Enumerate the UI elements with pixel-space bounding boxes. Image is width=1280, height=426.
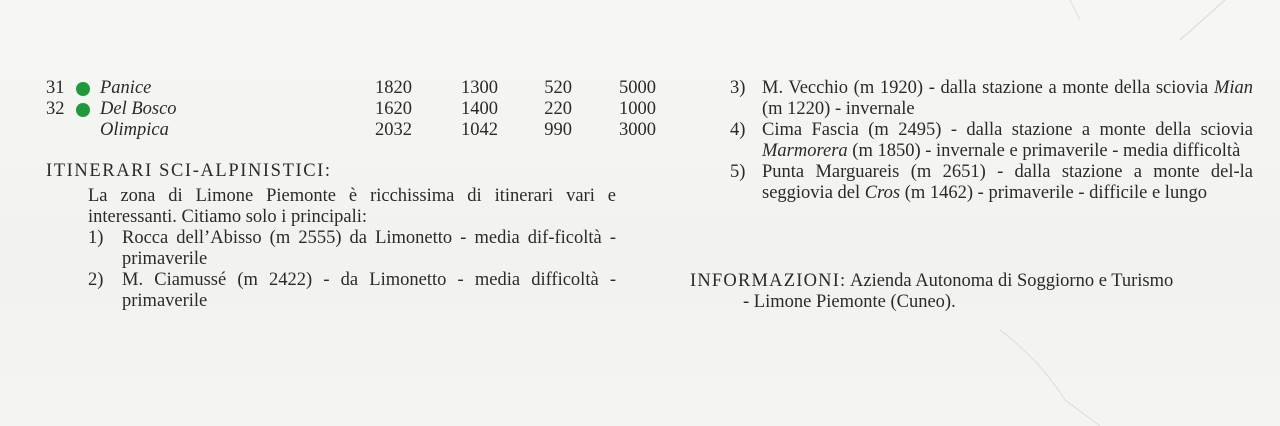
list-item-number: 3): [730, 78, 746, 98]
slope-number: 32: [46, 99, 65, 119]
list-item-text: Punta Marguareis (m 2651) - dalla stazione a monte del-la seggiovia del: [762, 162, 1253, 203]
list-item-text: Cima Fascia (m 2495) - dalla stazione a monte della sciovia: [762, 120, 1253, 140]
slope-length: 3000: [619, 120, 656, 140]
table-row: [46, 120, 656, 141]
slope-length: 1000: [619, 99, 656, 119]
list-item-text: (m 1220) - invernale: [762, 99, 915, 119]
list-item-text: M. Ciamussé (m 2422) - da Limonetto - media difficoltà - primaverile: [122, 270, 616, 311]
slopes-table: [46, 78, 656, 141]
slope-altitude-top: 2032: [375, 120, 412, 140]
table-row: [46, 99, 656, 120]
info-label: INFORMAZIONI:: [690, 271, 847, 291]
info-text-line2: [690, 292, 1255, 313]
list-item-text: M. Vecchio (m 1920) - dalla stazione a monte della sciovia: [762, 78, 1214, 98]
slope-name: Panice: [100, 78, 152, 98]
intro-paragraph: La zona di Limone Piemonte è ricchissima di itinerari vari e interessanti. Citiamo solo i principali:: [88, 186, 616, 227]
slope-drop: 520: [544, 78, 572, 98]
lift-name: Mian: [1213, 78, 1253, 98]
list-item-text: Rocca dell’Abisso (m 2555) da Limonetto - media dif-ficoltà - primaverile: [122, 228, 616, 269]
list-item: [46, 228, 616, 270]
slope-altitude-top: 1620: [375, 99, 412, 119]
slope-altitude-bottom: 1042: [461, 120, 498, 140]
slope-altitude-bottom: 1300: [461, 78, 498, 98]
itinerari-continued: [730, 78, 1253, 204]
slope-length: 5000: [619, 78, 656, 98]
section-heading: ITINERARI SCI-ALPINISTICI:: [46, 161, 332, 181]
list-item: [730, 120, 1253, 162]
slope-name: Del Bosco: [100, 99, 177, 119]
itinerari-section: [46, 161, 616, 312]
list-item: [46, 270, 616, 312]
slope-number: 31: [46, 78, 65, 98]
slope-altitude-bottom: 1400: [461, 99, 498, 119]
list-item: [730, 162, 1253, 204]
list-item-text: (m 1462) - primaverile - difficile e lungo: [900, 183, 1207, 203]
list-item-number: 5): [730, 162, 746, 182]
list-item: [730, 78, 1253, 120]
lift-name: Marmorera: [762, 141, 848, 161]
green-circle-icon: [76, 82, 90, 96]
table-row: [46, 78, 656, 99]
slope-altitude-top: 1820: [375, 78, 412, 98]
slope-drop: 990: [544, 120, 572, 140]
list-item-number: 2): [88, 270, 104, 290]
list-item-number: 4): [730, 120, 746, 140]
list-item-number: 1): [88, 228, 104, 248]
lift-name: Cros: [864, 183, 901, 203]
list-item-text: (m 1850) - invernale e primaverile - media difficoltà: [847, 141, 1241, 161]
info-text: - Limone Piemonte (Cuneo).: [743, 292, 956, 312]
info-text: Azienda Autonoma di Soggiorno e Turismo: [846, 271, 1174, 291]
informazioni-section: [690, 271, 1255, 313]
green-circle-icon: [76, 103, 90, 117]
slope-drop: 220: [544, 99, 572, 119]
slope-name: Olimpica: [100, 120, 169, 140]
